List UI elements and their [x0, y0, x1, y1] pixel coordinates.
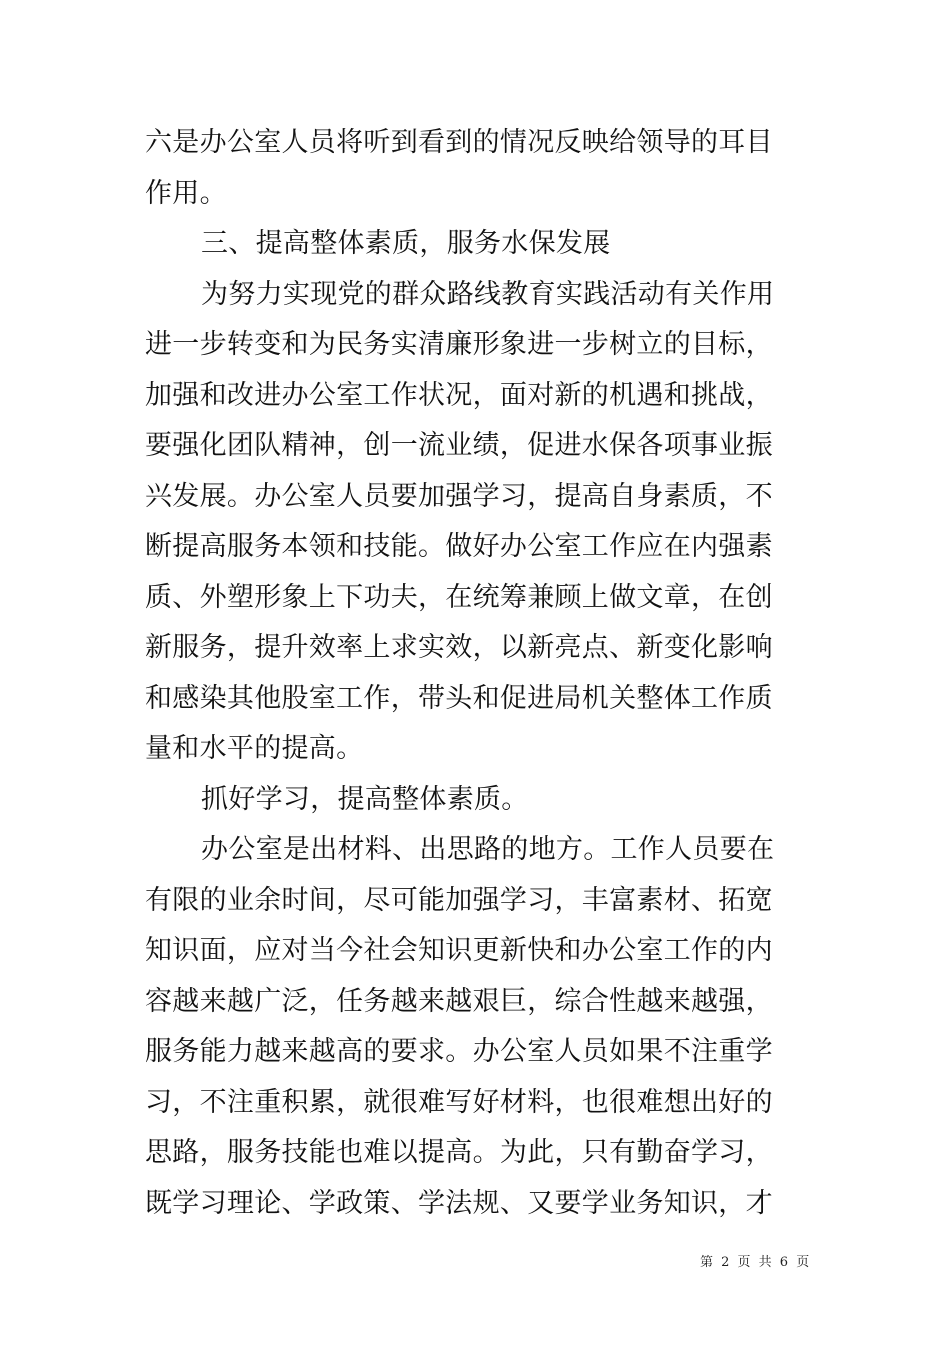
subheading: 抓好学习，提高整体素质。 — [201, 783, 529, 815]
text-line: 量和水平的提高。 — [145, 733, 364, 764]
page-number: 第 2 页 共 6 页 — [700, 1255, 812, 1270]
text-line: 和感染其他股室工作，带头和促进局机关整体工作质 — [145, 682, 773, 714]
text-line: 有限的业余时间，尽可能加强学习，丰富素材、拓宽 — [145, 884, 773, 916]
body-text — [145, 118, 785, 1229]
text-line: 作用。 — [145, 177, 227, 209]
text-line: 服务能力越来越高的要求。办公室人员如果不注重学 — [145, 1036, 773, 1067]
section-heading: 三、提高整体素质，服务水保发展 — [201, 228, 611, 259]
text-line: 容越来越广泛，任务越来越艰巨，综合性越来越强， — [145, 985, 773, 1017]
text-line: 办公室是出材料、出思路的地方。工作人员要在 — [201, 834, 775, 865]
text-line: 新服务，提升效率上求实效，以新亮点、新变化影响 — [145, 632, 773, 663]
text-line: 思路，服务技能也难以提高。为此，只有勤奋学习， — [145, 1137, 773, 1168]
text-line: 加强和改进办公室工作状况，面对新的机遇和挑战， — [145, 379, 773, 411]
text-line: 要强化团队精神，创一流业绩，促进水保各项事业振 — [145, 430, 773, 461]
text-line: 兴发展。办公室人员要加强学习，提高自身素质，不 — [145, 480, 773, 512]
text-line: 既学习理论、学政策、学法规、又要学业务知识，才 — [145, 1187, 773, 1219]
text-line: 知识面，应对当今社会知识更新快和办公室工作的内 — [145, 935, 773, 966]
text-line: 为努力实现党的群众路线教育实践活动有关作用 — [201, 278, 775, 310]
text-line: 断提高服务本领和技能。做好办公室工作应在内强素 — [145, 531, 773, 562]
text-line: 进一步转变和为民务实清廉形象进一步树立的目标， — [145, 329, 773, 360]
text-line: 六是办公室人员将听到看到的情况反映给领导的耳目 — [145, 127, 773, 158]
text-line: 习，不注重积累，就很难写好材料，也很难想出好的 — [145, 1086, 773, 1118]
text-line: 质、外塑形象上下功夫，在统筹兼顾上做文章，在创 — [145, 581, 773, 613]
